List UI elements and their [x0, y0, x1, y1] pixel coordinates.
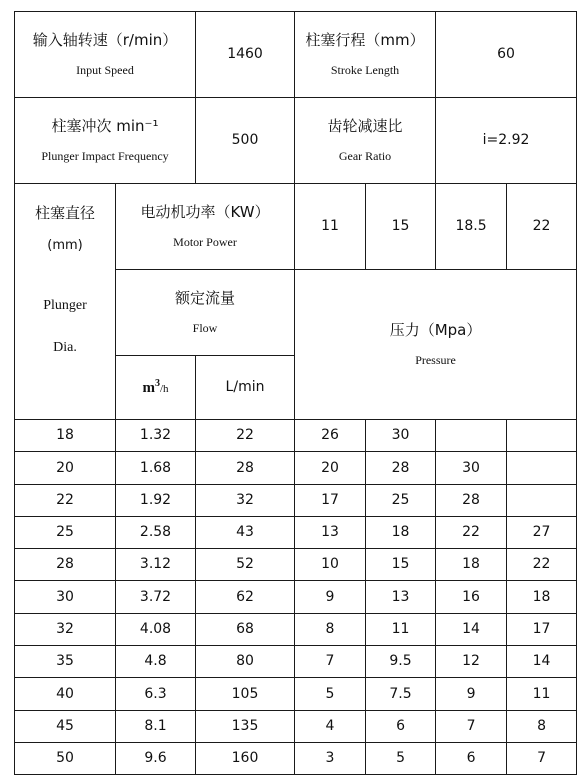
- motor-power-22: 22: [507, 184, 577, 270]
- plunger-dia-cell: 30: [15, 581, 116, 613]
- gear-ratio-cn: 齿轮减速比: [327, 117, 403, 136]
- flow-cn: 额定流量: [175, 289, 236, 308]
- pressure-cell: 15: [366, 549, 436, 581]
- table-row: [15, 613, 577, 645]
- pressure-cell: 9: [436, 678, 507, 710]
- motor-power-header: [116, 184, 295, 270]
- pressure-cell: 7: [436, 710, 507, 742]
- gear-ratio-value: i=2.92: [436, 98, 577, 184]
- pressure-cell: [507, 484, 577, 516]
- flow-lmin-cell: 62: [196, 581, 295, 613]
- flow-lmin-cell: 43: [196, 516, 295, 548]
- gear-ratio-en: Gear Ratio: [338, 149, 392, 164]
- flow-unit-m3h: $m^3/h$: [116, 356, 196, 420]
- pressure-cell: 3: [295, 742, 366, 774]
- flow-lmin-cell: 32: [196, 484, 295, 516]
- flow-lmin-cell: 160: [196, 742, 295, 774]
- plunger-dia-unit: (mm): [47, 238, 83, 253]
- table-row: [15, 452, 577, 484]
- stroke-length-value: 60: [436, 12, 577, 98]
- flow-m3h-cell: 8.1: [116, 710, 196, 742]
- table-row: [15, 742, 577, 774]
- flow-lmin-cell: 105: [196, 678, 295, 710]
- pump-spec-table: [14, 11, 577, 775]
- pressure-header: [295, 270, 577, 420]
- pressure-cell: 22: [436, 516, 507, 548]
- pressure-cell: 18: [366, 516, 436, 548]
- pressure-cell: 11: [366, 613, 436, 645]
- pressure-cell: 14: [507, 646, 577, 678]
- pressure-cell: [507, 452, 577, 484]
- flow-m3h-cell: 3.72: [116, 581, 196, 613]
- pressure-cell: 6: [436, 742, 507, 774]
- pressure-cell: 17: [295, 484, 366, 516]
- data-rows: [15, 420, 577, 775]
- pressure-cell: 13: [366, 581, 436, 613]
- flow-m3h-cell: 9.6: [116, 742, 196, 774]
- pressure-cell: 6: [366, 710, 436, 742]
- flow-en: Flow: [192, 321, 218, 336]
- pressure-cn: 压力（Mpa）: [389, 321, 482, 340]
- pressure-cell: 16: [436, 581, 507, 613]
- gear-ratio-label: [295, 98, 436, 184]
- table-row: [15, 710, 577, 742]
- pressure-cell: 18: [507, 581, 577, 613]
- flow-lmin-cell: 135: [196, 710, 295, 742]
- flow-m3h-cell: 6.3: [116, 678, 196, 710]
- pressure-cell: [436, 420, 507, 452]
- pressure-cell: 7: [295, 646, 366, 678]
- input-speed-cn: 输入轴转速（r/min）: [32, 31, 178, 50]
- pressure-cell: 12: [436, 646, 507, 678]
- input-speed-label: [15, 12, 196, 98]
- flow-m3h-cell: 1.32: [116, 420, 196, 452]
- flow-m3h-cell: 4.8: [116, 646, 196, 678]
- motor-power-18-5: 18.5: [436, 184, 507, 270]
- flow-m3h-cell: 1.92: [116, 484, 196, 516]
- pressure-cell: 9: [295, 581, 366, 613]
- flow-m3h-cell: 1.68: [116, 452, 196, 484]
- flow-lmin-cell: 68: [196, 613, 295, 645]
- plunger-dia-cell: 40: [15, 678, 116, 710]
- input-speed-en: Input Speed: [76, 63, 134, 78]
- motor-power-11: 11: [295, 184, 366, 270]
- stroke-length-label: [295, 12, 436, 98]
- plunger-dia-cell: 45: [15, 710, 116, 742]
- plunger-dia-en-2: Dia.: [53, 340, 77, 356]
- plunger-dia-cell: 28: [15, 549, 116, 581]
- plunger-dia-en-1: Plunger: [43, 297, 87, 313]
- table-row: [15, 484, 577, 516]
- flow-lmin-cell: 22: [196, 420, 295, 452]
- pressure-cell: 8: [507, 710, 577, 742]
- impact-frequency-label: [15, 98, 196, 184]
- impact-frequency-en: Plunger Impact Frequency: [41, 149, 169, 164]
- pressure-cell: 7: [507, 742, 577, 774]
- table-row: [15, 678, 577, 710]
- plunger-dia-cell: 35: [15, 646, 116, 678]
- motor-power-cn: 电动机功率（KW）: [140, 203, 270, 222]
- plunger-dia-cell: 22: [15, 484, 116, 516]
- pressure-cell: 18: [436, 549, 507, 581]
- plunger-dia-cell: 32: [15, 613, 116, 645]
- input-speed-value: 1460: [196, 12, 295, 98]
- plunger-dia-cell: 50: [15, 742, 116, 774]
- pressure-cell: 11: [507, 678, 577, 710]
- pressure-cell: 30: [436, 452, 507, 484]
- flow-m3h-cell: 3.12: [116, 549, 196, 581]
- impact-frequency-cn: 柱塞冲次 min⁻¹: [51, 117, 159, 136]
- flow-lmin-cell: 52: [196, 549, 295, 581]
- table-row: [15, 516, 577, 548]
- flow-m3h-cell: 4.08: [116, 613, 196, 645]
- pressure-cell: 28: [436, 484, 507, 516]
- pressure-cell: 25: [366, 484, 436, 516]
- impact-frequency-value: 500: [196, 98, 295, 184]
- pressure-cell: 13: [295, 516, 366, 548]
- flow-lmin-cell: 28: [196, 452, 295, 484]
- flow-m3h-cell: 2.58: [116, 516, 196, 548]
- pressure-cell: 14: [436, 613, 507, 645]
- table-row: [15, 549, 577, 581]
- pressure-cell: 5: [366, 742, 436, 774]
- pressure-cell: 27: [507, 516, 577, 548]
- pressure-cell: 26: [295, 420, 366, 452]
- pressure-cell: 20: [295, 452, 366, 484]
- pressure-cell: 4: [295, 710, 366, 742]
- stroke-length-cn: 柱塞行程（mm）: [305, 31, 425, 50]
- pressure-cell: 30: [366, 420, 436, 452]
- pressure-cell: 8: [295, 613, 366, 645]
- pressure-cell: 28: [366, 452, 436, 484]
- flow-header: [116, 270, 295, 356]
- plunger-dia-cell: 25: [15, 516, 116, 548]
- pressure-cell: 7.5: [366, 678, 436, 710]
- flow-lmin-cell: 80: [196, 646, 295, 678]
- motor-power-en: Motor Power: [173, 235, 237, 250]
- plunger-dia-cn: 柱塞直径: [34, 204, 95, 222]
- table-row: [15, 420, 577, 452]
- plunger-dia-cell: 18: [15, 420, 116, 452]
- motor-power-15: 15: [366, 184, 436, 270]
- table-row: [15, 581, 577, 613]
- pressure-cell: 17: [507, 613, 577, 645]
- pressure-cell: 5: [295, 678, 366, 710]
- stroke-length-en: Stroke Length: [330, 63, 400, 78]
- table-row: [15, 646, 577, 678]
- flow-unit-lmin: L/min: [196, 356, 295, 420]
- plunger-dia-cell: 20: [15, 452, 116, 484]
- pressure-en: Pressure: [415, 353, 456, 368]
- pressure-cell: 9.5: [366, 646, 436, 678]
- pressure-cell: 22: [507, 549, 577, 581]
- pressure-cell: 10: [295, 549, 366, 581]
- plunger-dia-header: [15, 184, 116, 420]
- pressure-cell: [507, 420, 577, 452]
